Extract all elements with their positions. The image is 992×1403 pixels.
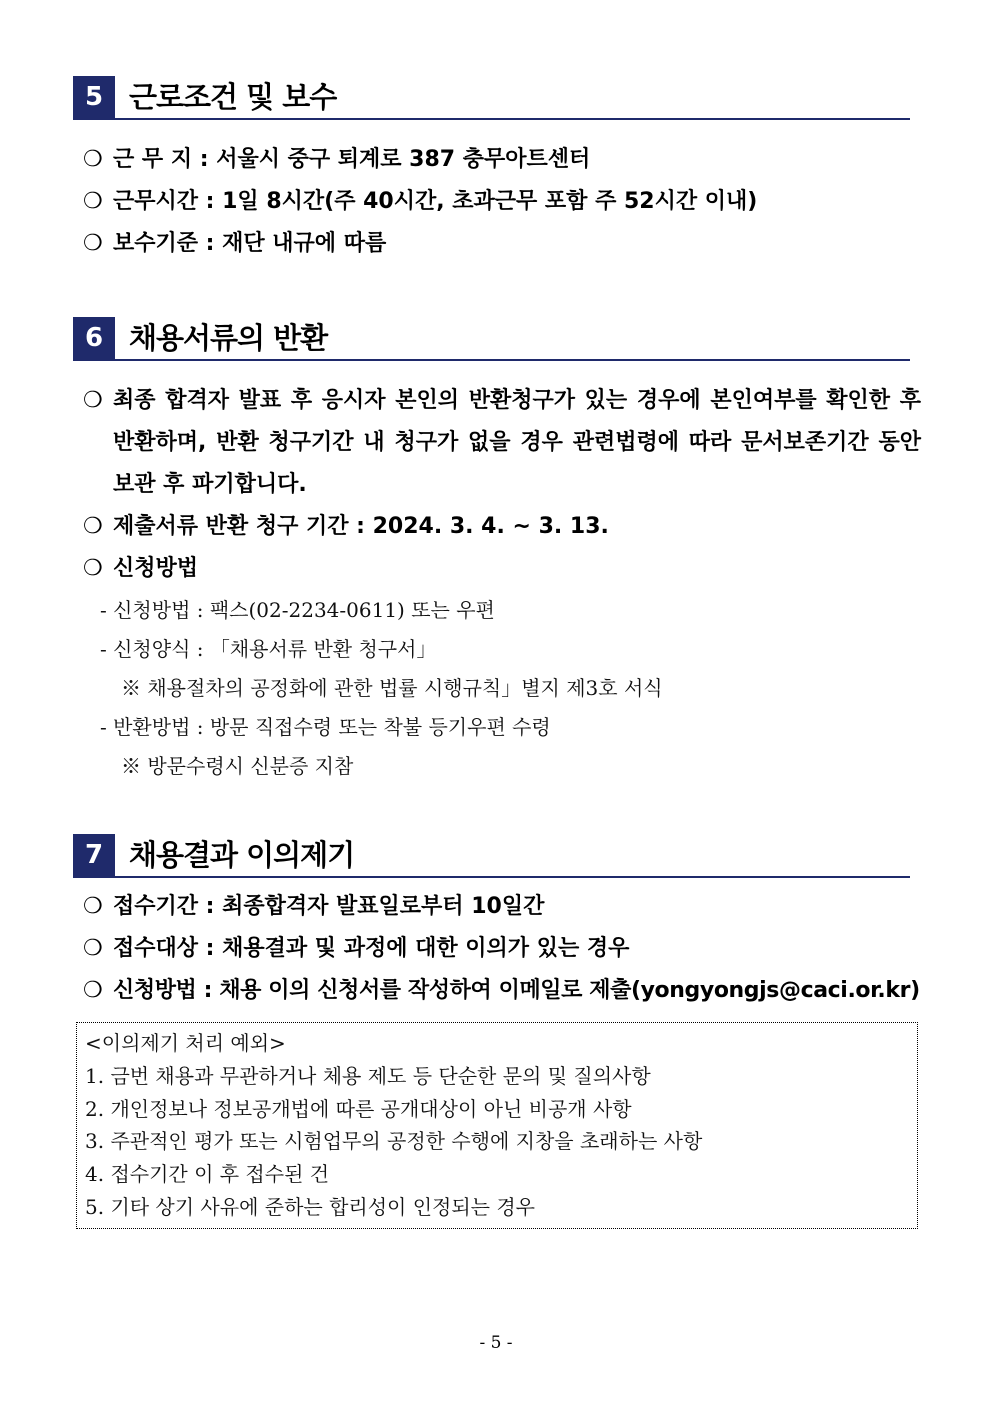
box-line: 1. 금번 채용과 무관하거나 체용 제도 등 단순한 문의 및 질의사항: [85, 1064, 651, 1088]
list-item: [83, 554, 198, 584]
paragraph-text: 최종 합격자 발표 후 응시자 본인의 반환청구가 있는 경우에 본인여부를 확인한 후 반환하며, 반환 청구기간 내 청구가 없을 경우 관련법령에 따라 문서보존기간 동안 보관 후 파기합니다.: [113, 388, 921, 497]
item-text: 근무시간 : 1일 8시간(주 40시간, 초과근무 포함 주 52시간 이내): [113, 189, 758, 214]
box-line: 3. 주관적인 평가 또는 시험업무의 공정한 수행에 지창을 초래하는 사항: [85, 1129, 703, 1153]
section-title: 채용서류의 반환: [129, 321, 328, 355]
bullet-icon: ❍: [83, 147, 103, 172]
bullet-icon: ❍: [83, 231, 103, 256]
objection-exceptions-box: [76, 1022, 918, 1229]
list-item: [83, 145, 590, 175]
box-line: 5. 기타 상기 사유에 준하는 합리성이 인정되는 경우: [85, 1195, 535, 1219]
bullet-icon: ❍: [83, 936, 103, 961]
box-line: 2. 개인정보나 정보공개법에 따른 공개대상이 아닌 비공개 사항: [85, 1097, 632, 1121]
bullet-icon: ❍: [83, 189, 103, 214]
list-item: [83, 934, 629, 964]
detail-line: - 신청방법 : 팩스(02-2234-0611) 또는 우편: [100, 598, 495, 622]
box-heading: <이의제기 처리 예외>: [85, 1031, 286, 1055]
item-text: 보수기준 : 재단 내규에 따름: [113, 231, 387, 256]
section-number-badge: 7: [73, 834, 115, 876]
bullet-icon: ❍: [83, 556, 103, 581]
item-text: 신청방법 : 채용 이의 신청서를 작성하여 이메일로 제출(yongyongjs@caci.or.kr): [113, 978, 920, 1003]
item-text: 근 무 지 : 서울시 중구 퇴계로 387 충무아트센터: [113, 147, 591, 172]
section-number-badge: 6: [73, 317, 115, 359]
bullet-icon: ❍: [83, 894, 103, 919]
note-line: ※ 방문수령시 신분증 지참: [121, 754, 354, 778]
item-text: 접수기간 : 최종합격자 발표일로부터 10일간: [113, 894, 545, 919]
page-number: - 5 -: [479, 1333, 513, 1353]
bullet-icon: ❍: [83, 514, 103, 539]
list-item: [83, 892, 544, 922]
bullet-icon: ❍: [83, 978, 103, 1003]
note-line: ※ 채용절차의 공정화에 관한 법률 시행규칙」별지 제3호 서식: [121, 676, 663, 700]
bullet-icon: ❍: [83, 388, 103, 413]
section-6-header: [73, 317, 910, 361]
item-text: 접수대상 : 채용결과 및 과정에 대한 이의가 있는 경우: [113, 936, 630, 961]
list-item: [83, 187, 757, 217]
detail-line: - 반환방법 : 방문 직접수령 또는 착불 등기우편 수령: [100, 715, 551, 739]
list-item: [83, 512, 609, 542]
list-item: [83, 229, 386, 259]
section-number-badge: 5: [73, 76, 115, 118]
section-title: 채용결과 이의제기: [129, 838, 355, 872]
list-item: [83, 976, 920, 1006]
detail-line: - 신청양식 : 「채용서류 반환 청구서」: [100, 637, 437, 661]
box-line: 4. 접수기간 이 후 접수된 건: [85, 1162, 330, 1186]
section-title: 근로조건 및 보수: [129, 80, 337, 114]
section-5-header: [73, 76, 910, 120]
section-7-header: [73, 834, 910, 878]
item-text: 제출서류 반환 청구 기간 : 2024. 3. 4. ~ 3. 13.: [113, 514, 609, 539]
item-text: 신청방법: [113, 556, 199, 581]
